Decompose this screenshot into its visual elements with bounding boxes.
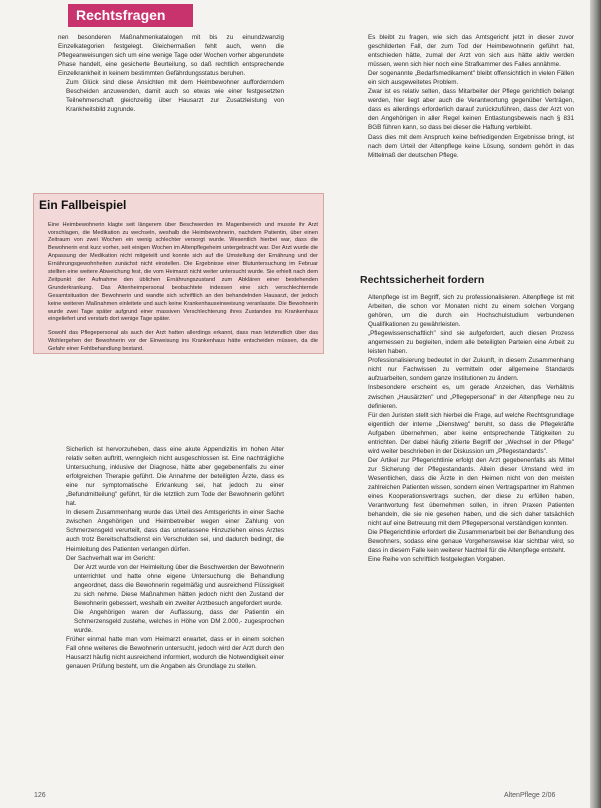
paragraph: Die Pflegerichtlinie erfordert die Zusammenarbeit bei der Behandlung des Bewohners, sodass eine genaue Vorgehensweise klar sichtbar wird, so dass in diesem Falle kein weiterer Nachteil für die Altenpflege entsteht. — [368, 529, 574, 555]
paragraph: Der Sachverhalt war im Gericht: — [66, 554, 156, 562]
paragraph: In diesem Zusammenhang wurde das Urteil des Amtsgerichts in einer Sache zwischen Angehörigen und Heimbetreiber wegen einer Zahlung von Schmerzensgeld verurteilt, dass das unterlassene Hinzuziehen eines Arztes auch trotz Bereitschaftsdienst ein Verschulden sei, und dadurch bedingt, die Heimleitung des Patienten verlangen dürfen. — [66, 509, 284, 553]
case-box-text — [40, 216, 318, 359]
book-spine-edge — [590, 0, 601, 808]
left-column-bottom — [58, 445, 284, 671]
paragraph: Insbesondere erscheint es, um gerade Anzeichen, das Verhältnis zwischen „Hausärzten" und „Pflegepersonal" in der Altenpflege neu zu definieren. — [368, 384, 574, 410]
paragraph: Früher einmal hatte man vom Heimarzt erwartet, dass er in einem solchen Fall ohne weiteres die Bewohnerin untersucht, jedoch wird der Arzt durch den Hausarzt häufig nicht ausreichend informiert, wodurch die Notwendigkeit einer genauen Prüfung besteht, um die Angaben als Grundlage zu stellen. — [66, 635, 284, 671]
paragraph: Für den Juristen stellt sich hierbei die Frage, auf welche Rechtsgrundlage eigentlich der interne „Dienstweg" beruht, so dass die Pflegekräfte Aufgaben übernehmen, aber keine entsprechende Tätigkeiten zu entrichten. Der dabei häufig zitierte Begriff der „Wechsel in der Pflege" wird weiter beschrieben in der Diskussion um „Pflegestandards". — [368, 411, 574, 455]
paragraph: Eine Reihe von schriftlich festgelegten Vorgaben. — [368, 556, 506, 564]
paragraph: „Pflegewissenschaftlich" sind sie aufgefordert, auch diesen Prozess angemessen zu begleiten, indem alle beteiligten Parteien eine Arbeit zu leisten haben. — [368, 330, 574, 356]
paragraph: Sicherlich ist hervorzuheben, dass eine akute Appendizitis im hohen Alter relativ selten auftritt, wenngleich nicht ausgeschlossen ist. Eine nachträgliche Untersuchung, inklusive der Diagnose, hätte aber gegebenenfalls zu einer erfolgreichen Therapie geführt. Die Annahme der beteiligten Ärzte, dass es eine nur symptomatische Erkrankung sei, hat jedoch zu einer „Befundmitteilung" geführt, für die letztlich zum Tode der Bewohnerin geführt hat. — [66, 446, 284, 508]
paragraph: Altenpflege ist im Begriff, sich zu professionalisieren. Altenpflege ist mit Arbeiten, die schon vor Monaten nicht zu einem solchen Vorgang gehören, um die durch ein Hochschulstudium verbundenen Qualifikationen zu gewährleisten. — [368, 294, 574, 329]
paragraph: Der sogenannte „Bedarfsmedikament" bleibt offensichtlich in vielen Fällen ein sich ausgeweitetes Problem. — [368, 70, 574, 87]
case-box-title: Ein Fallbeispiel — [39, 198, 127, 212]
paragraph: Der Arzt wurde von der Heimleitung über die Beschwerden der Bewohnerin unterrichtet und hatte ohne eigene Untersuchung die Behandlung angeordnet, dass die Bewohnerin regelmäßig und ausreichend Flüssigkeit zu sich nehme. Diese Maßnahmen hätten jedoch nicht den Zustand der Bewohnerin gebessert, weshalb ein zweiter Arztbesuch angefordert wurde. — [74, 563, 284, 607]
paragraph: nen besonderen Maßnahmenkatalogen mit bis zu einundzwanzig Einzelkategorien festgelegt. Gleichermaßen fehlt auch, wenn die Pflegeanweisungen sich um eine wenige Tage oder Wochen vorher abgerundete Phase handelt, eine gesicherte Beurteilung, so daß rechtlich entsprechende Einzelkrankheit in keinem bestimmten Gefährdungsstatus beruhen. — [58, 34, 284, 78]
section-title: Rechtssicherheit fordern — [360, 274, 485, 286]
paragraph: Eine Heimbewohnerin klagte seit längerem über Beschwerden im Magenbereich und musste ihr Arzt vorschlagen, die Medikation zu wechseln, weshalb die Heimbewohnerin, nachdem Patientin, über einen Zeitraum von zwei Wochen ein wenig schlechter versorgt wurde. Wesentlich hierbei war, dass die Bewohnerin erst kurz vorher, seit einigen Wochen im Altenpflegeheim untergebracht war. Der Arzt wurde die Anpassung der Medikation nicht mitgeteilt und konnte sich auf die Umstellung der Ernährung und der Ernährungsgewohnheiten zunächst nicht einstellen. Die Ergebnisse einer Blutuntersuchung im Februar stellten eine weitere Abweichung fest, die vom Heimarzt nicht weiter untersucht wurde. Sie erhielt nach dem Zeitpunkt der Aufnahme den üblichen Ernährungszustand zum Abklären einer bestehenden Grunderkrankung. Das Altenheimpersonal beobachtete indessen eine sich verschlechternde Gesamtsituation der Bewohnerin und wandte sich schriftlich an den behandelnden Hausarzt, der jedoch keine weiteren Maßnahmen einleitete und auch keine Krankenhauseinweisung veranlasste. Die Bewohnerin wurde zwei Tage später aufgrund einer massiven Verschlechterung ihres Zustandes ins Krankenhaus eingeliefert und verstarb dort wenige Tage später. — [48, 221, 318, 323]
magazine-issue: AltenPflege 2/06 — [504, 792, 556, 799]
right-column-top — [360, 33, 574, 160]
page-number: 126 — [34, 792, 46, 799]
paragraph: Dass dies mit dem Anspruch keine befriedigenden Ergebnisse bringt, ist nach dem Urteil der Altenpflege keine Lösung, sondern gehört in das Mittelmaß der deutschen Pflege. — [368, 133, 574, 159]
paragraph: Zum Glück sind diese Ansichten mit dem Heimbewohner aufforderndem Bescheiden anzuwenden, damit auch so etwas wie einer festgesetzten Teilnehmerschaft gleichzeitig über Hausarzt zur Zusatzleistung von Krankheitsbild zugrunde. — [66, 79, 284, 114]
left-column-top — [58, 33, 284, 114]
paragraph: Die Angehörigen waren der Auffassung, dass der Patientin ein Schmerzensgeld zustehe, welches in Höhe von DM 2.000,- zugesprochen wurde. — [74, 608, 284, 634]
right-column-bottom — [360, 293, 574, 564]
paragraph: Es bleibt zu fragen, wie sich das Amtsgericht jetzt in dieser zuvor geschilderten Fall, der zum Tod der Heimbewohnerin geführt hat, entschieden hätte, zumal der Arzt von sich aus hätte aktiv werden müssen, wenn sich hier noch eine Strafkammer des Falles annähme. — [368, 34, 574, 69]
case-example-box — [33, 193, 324, 354]
section-header: Rechtsfragen — [68, 4, 193, 27]
paragraph: Professionalisierung bedeutet in der Zukunft, in diesem Zusammenhang nicht nur Fachwissen zu vermitteln oder allgemeine Standards aufzuarbeiten, sondern ganze Institutionen zu ändern. — [368, 357, 574, 383]
paragraph: Der Artikel zur Pflegerichtlinie erfolgt den Arzt gegebenenfalls als Mittel zur Sicherung der Pflegestandards. Allein dieser Umstand wird im Wesentlichen, dass die Ärzte in den Heimen nicht von den meisten zahlreichen Patienten wissen, sondern einen Vertragspartner im Rahmen eines Kooperationsvertrags suchen, der diese zu erfüllen haben, Verantwortung fest übernehmen sollen, in ihren Praxen Patienten behandeln, die sie nie gesehen haben, und die sich daher tatsächlich nicht auf eine Betreuung mit dem Pflegepersonal verständigen konnten. — [368, 456, 574, 528]
paragraph: Zwar ist es relativ selten, dass Mitarbeiter der Pflege gerichtlich belangt werden, hier liegt aber auch die Verantwortung gegenüber Verträgen, dass es allerdings erforderlich darauf zurückzuführen, dass der Arzt von den Angehörigen in aller Regel keinen Entlastungsbeweis nach § 831 BGB führen kann, so dass bei dieser die Haftung verbleibt. — [368, 88, 574, 132]
paragraph: Sowohl das Pflegepersonal als auch der Arzt hatten allerdings erkannt, dass man letztendlich über das Wohlergehen der Bewohnerin vor der Einweisung ins Krankenhaus hätte entscheiden müssen, da die Gefahr einer Fehlbehandlung bestand. — [48, 329, 318, 352]
